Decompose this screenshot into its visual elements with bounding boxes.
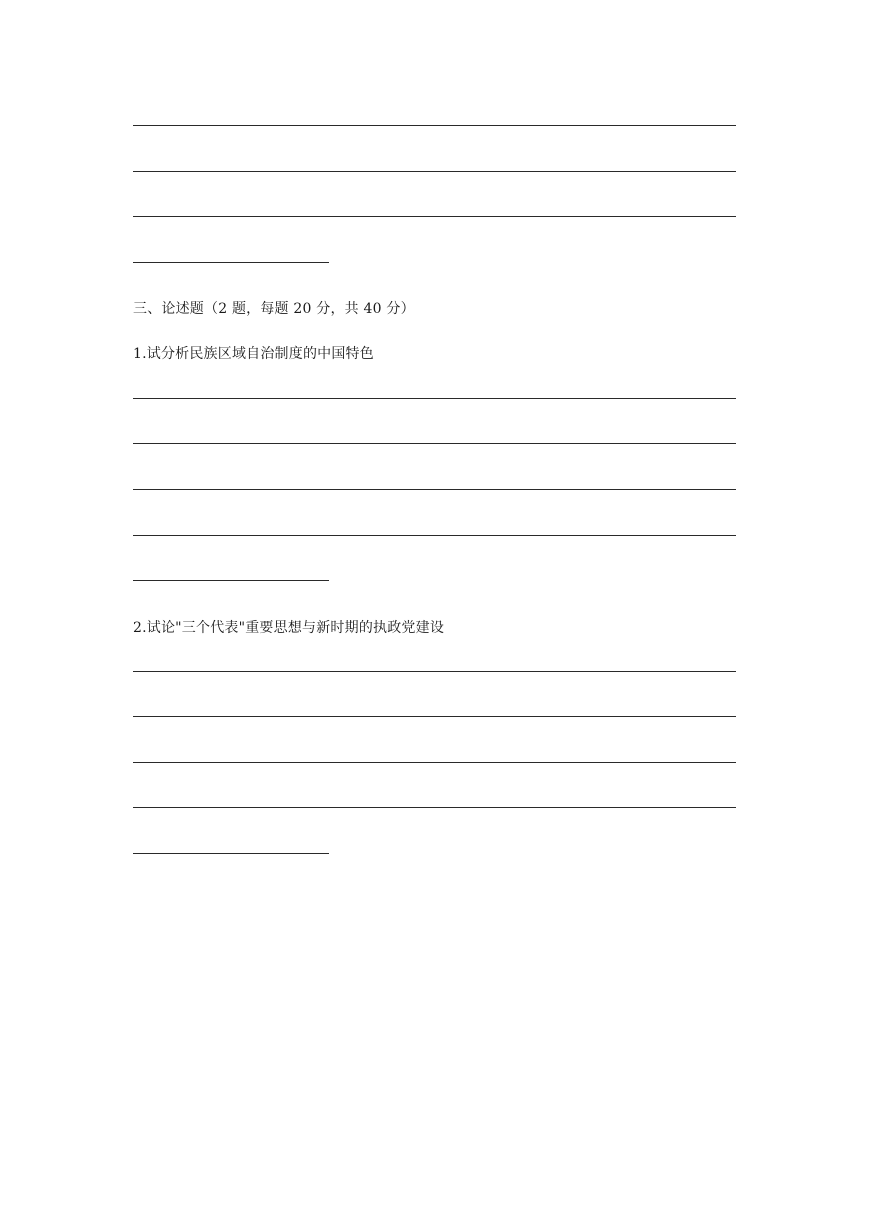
answer-line (133, 716, 736, 717)
answer-line (133, 125, 736, 126)
answer-line (133, 216, 736, 217)
answer-line (133, 489, 736, 490)
answer-line (133, 853, 329, 854)
answer-line (133, 171, 736, 172)
question-2: 2.试论"三个代表"重要思想与新时期的执政党建设 (133, 620, 445, 636)
answer-line (133, 443, 736, 444)
answer-line (133, 762, 736, 763)
answer-line (133, 535, 736, 536)
answer-line (133, 807, 736, 808)
answer-line (133, 398, 736, 399)
answer-line (133, 671, 736, 672)
section-heading: 三、论述题（2 题，每题 20 分，共 40 分） (133, 301, 415, 317)
answer-line (133, 262, 329, 263)
answer-line (133, 580, 329, 581)
question-1: 1.试分析民族区域自治制度的中国特色 (133, 346, 374, 362)
